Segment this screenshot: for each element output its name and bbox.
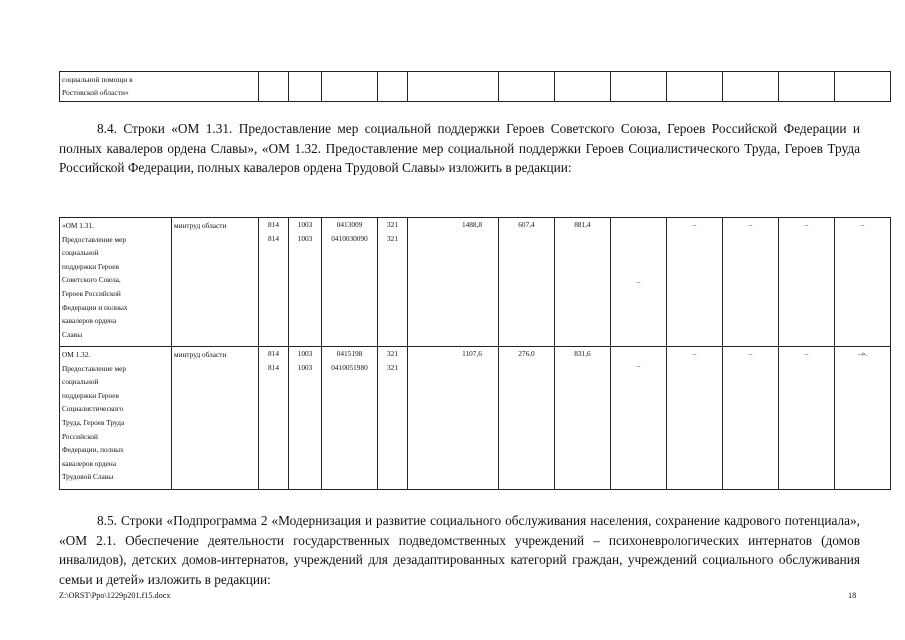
year-cell: – (667, 218, 723, 347)
grbs-value: 814 (268, 220, 279, 229)
year-value: – (636, 361, 641, 370)
vr-cell (378, 218, 408, 347)
grbs-cell (259, 218, 289, 347)
cell-line: Славы (62, 329, 83, 339)
csr-value: 0410030090 (331, 233, 368, 243)
vr-value: 321 (387, 233, 398, 243)
csr-cell (322, 347, 378, 490)
rzpr-value: 1003 (297, 349, 313, 358)
grbs-value: 814 (268, 362, 279, 372)
cell-line: Трудовой Славы (62, 472, 114, 482)
year-cell: 831,6 (555, 347, 611, 490)
empty-cell (408, 72, 499, 102)
csr-value: 0410051980 (331, 362, 368, 372)
cell-line: Российской (62, 431, 98, 441)
program-name-cell (60, 72, 259, 102)
cell-line: Советского Союза, (62, 275, 121, 285)
vr-cell (378, 347, 408, 490)
empty-cell (667, 72, 723, 102)
rzpr-value: 1003 (297, 362, 313, 372)
grbs-value: 814 (268, 349, 279, 358)
rzpr-cell (289, 347, 322, 490)
cell-line: Федерации и полных (62, 302, 128, 312)
cell-line: социальной (62, 248, 99, 258)
empty-cell (322, 72, 378, 102)
paragraph-8-4 (59, 119, 860, 178)
cell-line: кавалеров ордена (62, 316, 117, 326)
csr-cell (322, 218, 378, 347)
cell-line: Ростовской области» (62, 88, 129, 97)
cell-line: поддержки Героев (62, 390, 119, 400)
document-path: Z:\ORST\Ppo\1229p201.f15.docx (59, 591, 171, 600)
csr-value: 0413009 (336, 220, 363, 229)
total-cell (408, 218, 499, 347)
empty-cell (378, 72, 408, 102)
paragraph-text: 8.5. Строки «Подпрограмма 2 «Модернизация и развитие социального обслуживания населения, сохранение кадрового потенциала», «ОМ 2.1. Обеспечение деятельности государственных подведомственных учреждений – психоневрологических интернатов (домов инвалидов), детских домов-интернатов, учреждений для дезадаптированных категорий граждан, учреждений социального обслуживания семьи и детей» изложить в редакции: (59, 513, 860, 587)
year-cell: – (611, 218, 667, 347)
year-cell: – (779, 218, 835, 347)
paragraph-8-5 (59, 511, 860, 589)
cell-line: ОМ 1.32. (62, 350, 91, 359)
cell-line: социальной помощи в (62, 75, 133, 84)
year-cell: – (723, 347, 779, 490)
measure-name-cell (60, 218, 172, 347)
vr-value: 321 (387, 220, 398, 229)
cell-line: «ОМ 1.31. (62, 221, 94, 230)
total-value: 1488,8 (461, 220, 483, 229)
executor-cell: минтруд области (172, 347, 259, 490)
empty-cell (723, 72, 779, 102)
table-row-om-1-31 (60, 218, 891, 347)
total-value: 1107,6 (462, 349, 482, 358)
year-cell: 276,0 (499, 347, 555, 490)
year-cell (611, 347, 667, 490)
table-row-om-1-32 (60, 347, 891, 490)
program-table (59, 217, 891, 490)
cell-line: Труда, Героев Труда (62, 417, 125, 427)
cell-line: социальной (62, 377, 99, 387)
rzpr-value: 1003 (297, 220, 313, 229)
cell-line: Предоставление мер (62, 363, 126, 373)
cell-line: Героев Российской (62, 288, 121, 298)
table-row (60, 72, 891, 102)
year-cell: –». (835, 347, 891, 490)
cell-line: Социалистического (62, 404, 124, 414)
grbs-value: 814 (268, 233, 279, 243)
empty-cell (555, 72, 611, 102)
year-cell: – (723, 218, 779, 347)
empty-cell (835, 72, 891, 102)
vr-value: 321 (387, 349, 398, 358)
empty-cell (779, 72, 835, 102)
executor-cell: минтруд области (172, 218, 259, 347)
measure-name-cell (60, 347, 172, 490)
vr-value: 321 (387, 362, 398, 372)
empty-cell (499, 72, 555, 102)
cell-line: поддержки Героев (62, 261, 119, 271)
rzpr-cell (289, 218, 322, 347)
year-cell: 881,4 (555, 218, 611, 347)
year-cell: – (779, 347, 835, 490)
year-cell: – (835, 218, 891, 347)
cell-line: Предоставление мер (62, 234, 126, 244)
csr-value: 0415198 (336, 349, 363, 358)
empty-cell (611, 72, 667, 102)
year-cell: 607,4 (499, 218, 555, 347)
total-cell (408, 347, 499, 490)
paragraph-text: 8.4. Строки «ОМ 1.31. Предоставление мер социальной поддержки Героев Советского Союза, Героев Российской Федерации и полных кавалеров ордена Славы», «ОМ 1.32. Предоставление мер социальной поддержки Героев Социалистического Труда, Героев Труда Российской Федерации, полных кавалеров ордена Трудовой Славы» изложить в редакции: (59, 121, 860, 176)
cell-line: кавалеров ордена (62, 458, 117, 468)
empty-cell (259, 72, 289, 102)
grbs-cell (259, 347, 289, 490)
year-cell: – (667, 347, 723, 490)
cell-line: Федерации, полных (62, 445, 124, 455)
rzpr-value: 1003 (297, 233, 313, 243)
empty-cell (289, 72, 322, 102)
continuation-table (59, 71, 891, 102)
page-number: 18 (848, 591, 857, 600)
